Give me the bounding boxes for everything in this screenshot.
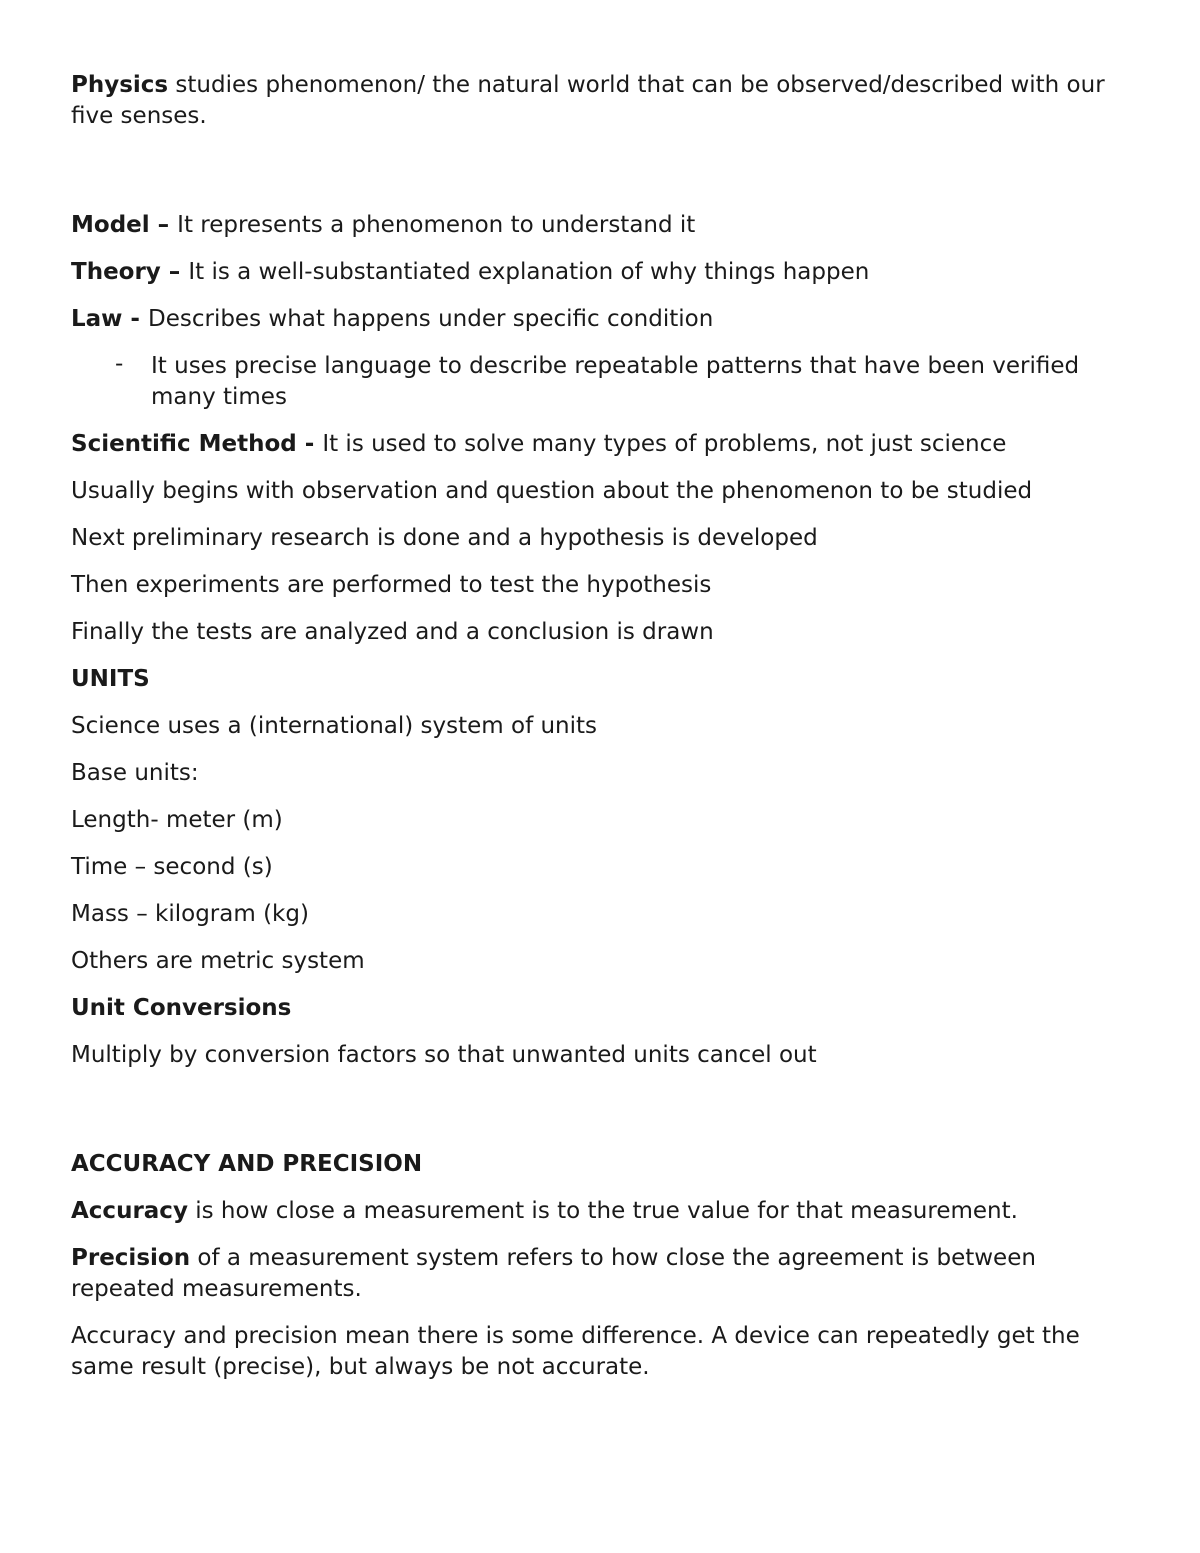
- physics-term: Physics: [71, 72, 169, 98]
- conversions-text: Multiply by conversion factors so that unwanted units cancel out: [71, 1042, 817, 1068]
- theory-definition: [71, 257, 1141, 288]
- base-unit-item: Time – second (s): [71, 854, 273, 880]
- document-page: [71, 70, 1141, 1383]
- accuracy-term: Accuracy: [71, 1198, 188, 1224]
- method-step: Usually begins with observation and question about the phenomenon to be studied: [71, 478, 1033, 504]
- scientific-method-definition: [71, 429, 1141, 460]
- scientific-method-text: It is used to solve many types of problems, not just science: [322, 431, 1007, 457]
- base-unit-item: Mass – kilogram (kg): [71, 901, 309, 927]
- law-term: Law -: [71, 306, 148, 332]
- physics-text: studies phenomenon/ the natural world that can be observed/described with our five senses.: [71, 72, 1105, 129]
- method-step: Then experiments are performed to test the hypothesis: [71, 572, 712, 598]
- theory-term: Theory –: [71, 259, 189, 285]
- precision-text: of a measurement system refers to how close the agreement is between repeated measurements.: [71, 1245, 1036, 1302]
- scientific-method-term: Scientific Method -: [71, 431, 323, 457]
- units-heading: [71, 664, 1141, 695]
- accuracy-precision-heading: [71, 1149, 1141, 1180]
- accuracy-text: is how close a measurement is to the true value for that measurement.: [187, 1198, 1018, 1224]
- physics-definition: [71, 70, 1141, 132]
- units-intro: Science uses a (international) system of units: [71, 713, 598, 739]
- model-term: Model –: [71, 212, 178, 238]
- method-step: Next preliminary research is done and a hypothesis is developed: [71, 525, 818, 551]
- precision-term: Precision: [71, 1245, 191, 1271]
- bullet-dash: -: [115, 351, 124, 377]
- law-bullet-text: It uses precise language to describe repeatable patterns that have been verified many times: [151, 353, 1080, 410]
- base-units-label: Base units:: [71, 760, 199, 786]
- law-definition: [71, 304, 1141, 335]
- base-unit-item: Length- meter (m): [71, 807, 283, 833]
- model-definition: [71, 210, 1141, 241]
- conversions-heading-text: Unit Conversions: [71, 995, 292, 1021]
- conversions-heading: [71, 993, 1141, 1024]
- law-bullet: [71, 351, 1141, 413]
- accuracy-precision-heading-text: ACCURACY AND PRECISION: [71, 1151, 423, 1177]
- law-text: Describes what happens under specific condition: [148, 306, 714, 332]
- units-heading-text: UNITS: [71, 666, 150, 692]
- model-text: It represents a phenomenon to understand it: [177, 212, 696, 238]
- theory-text: It is a well-substantiated explanation of why things happen: [188, 259, 870, 285]
- other-units: Others are metric system: [71, 948, 365, 974]
- method-step: Finally the tests are analyzed and a conclusion is drawn: [71, 619, 714, 645]
- difference-text: Accuracy and precision mean there is some difference. A device can repeatedly get the same result (precise), but always be not accurate.: [71, 1323, 1080, 1380]
- accuracy-definition: [71, 1196, 1141, 1227]
- precision-definition: [71, 1243, 1141, 1305]
